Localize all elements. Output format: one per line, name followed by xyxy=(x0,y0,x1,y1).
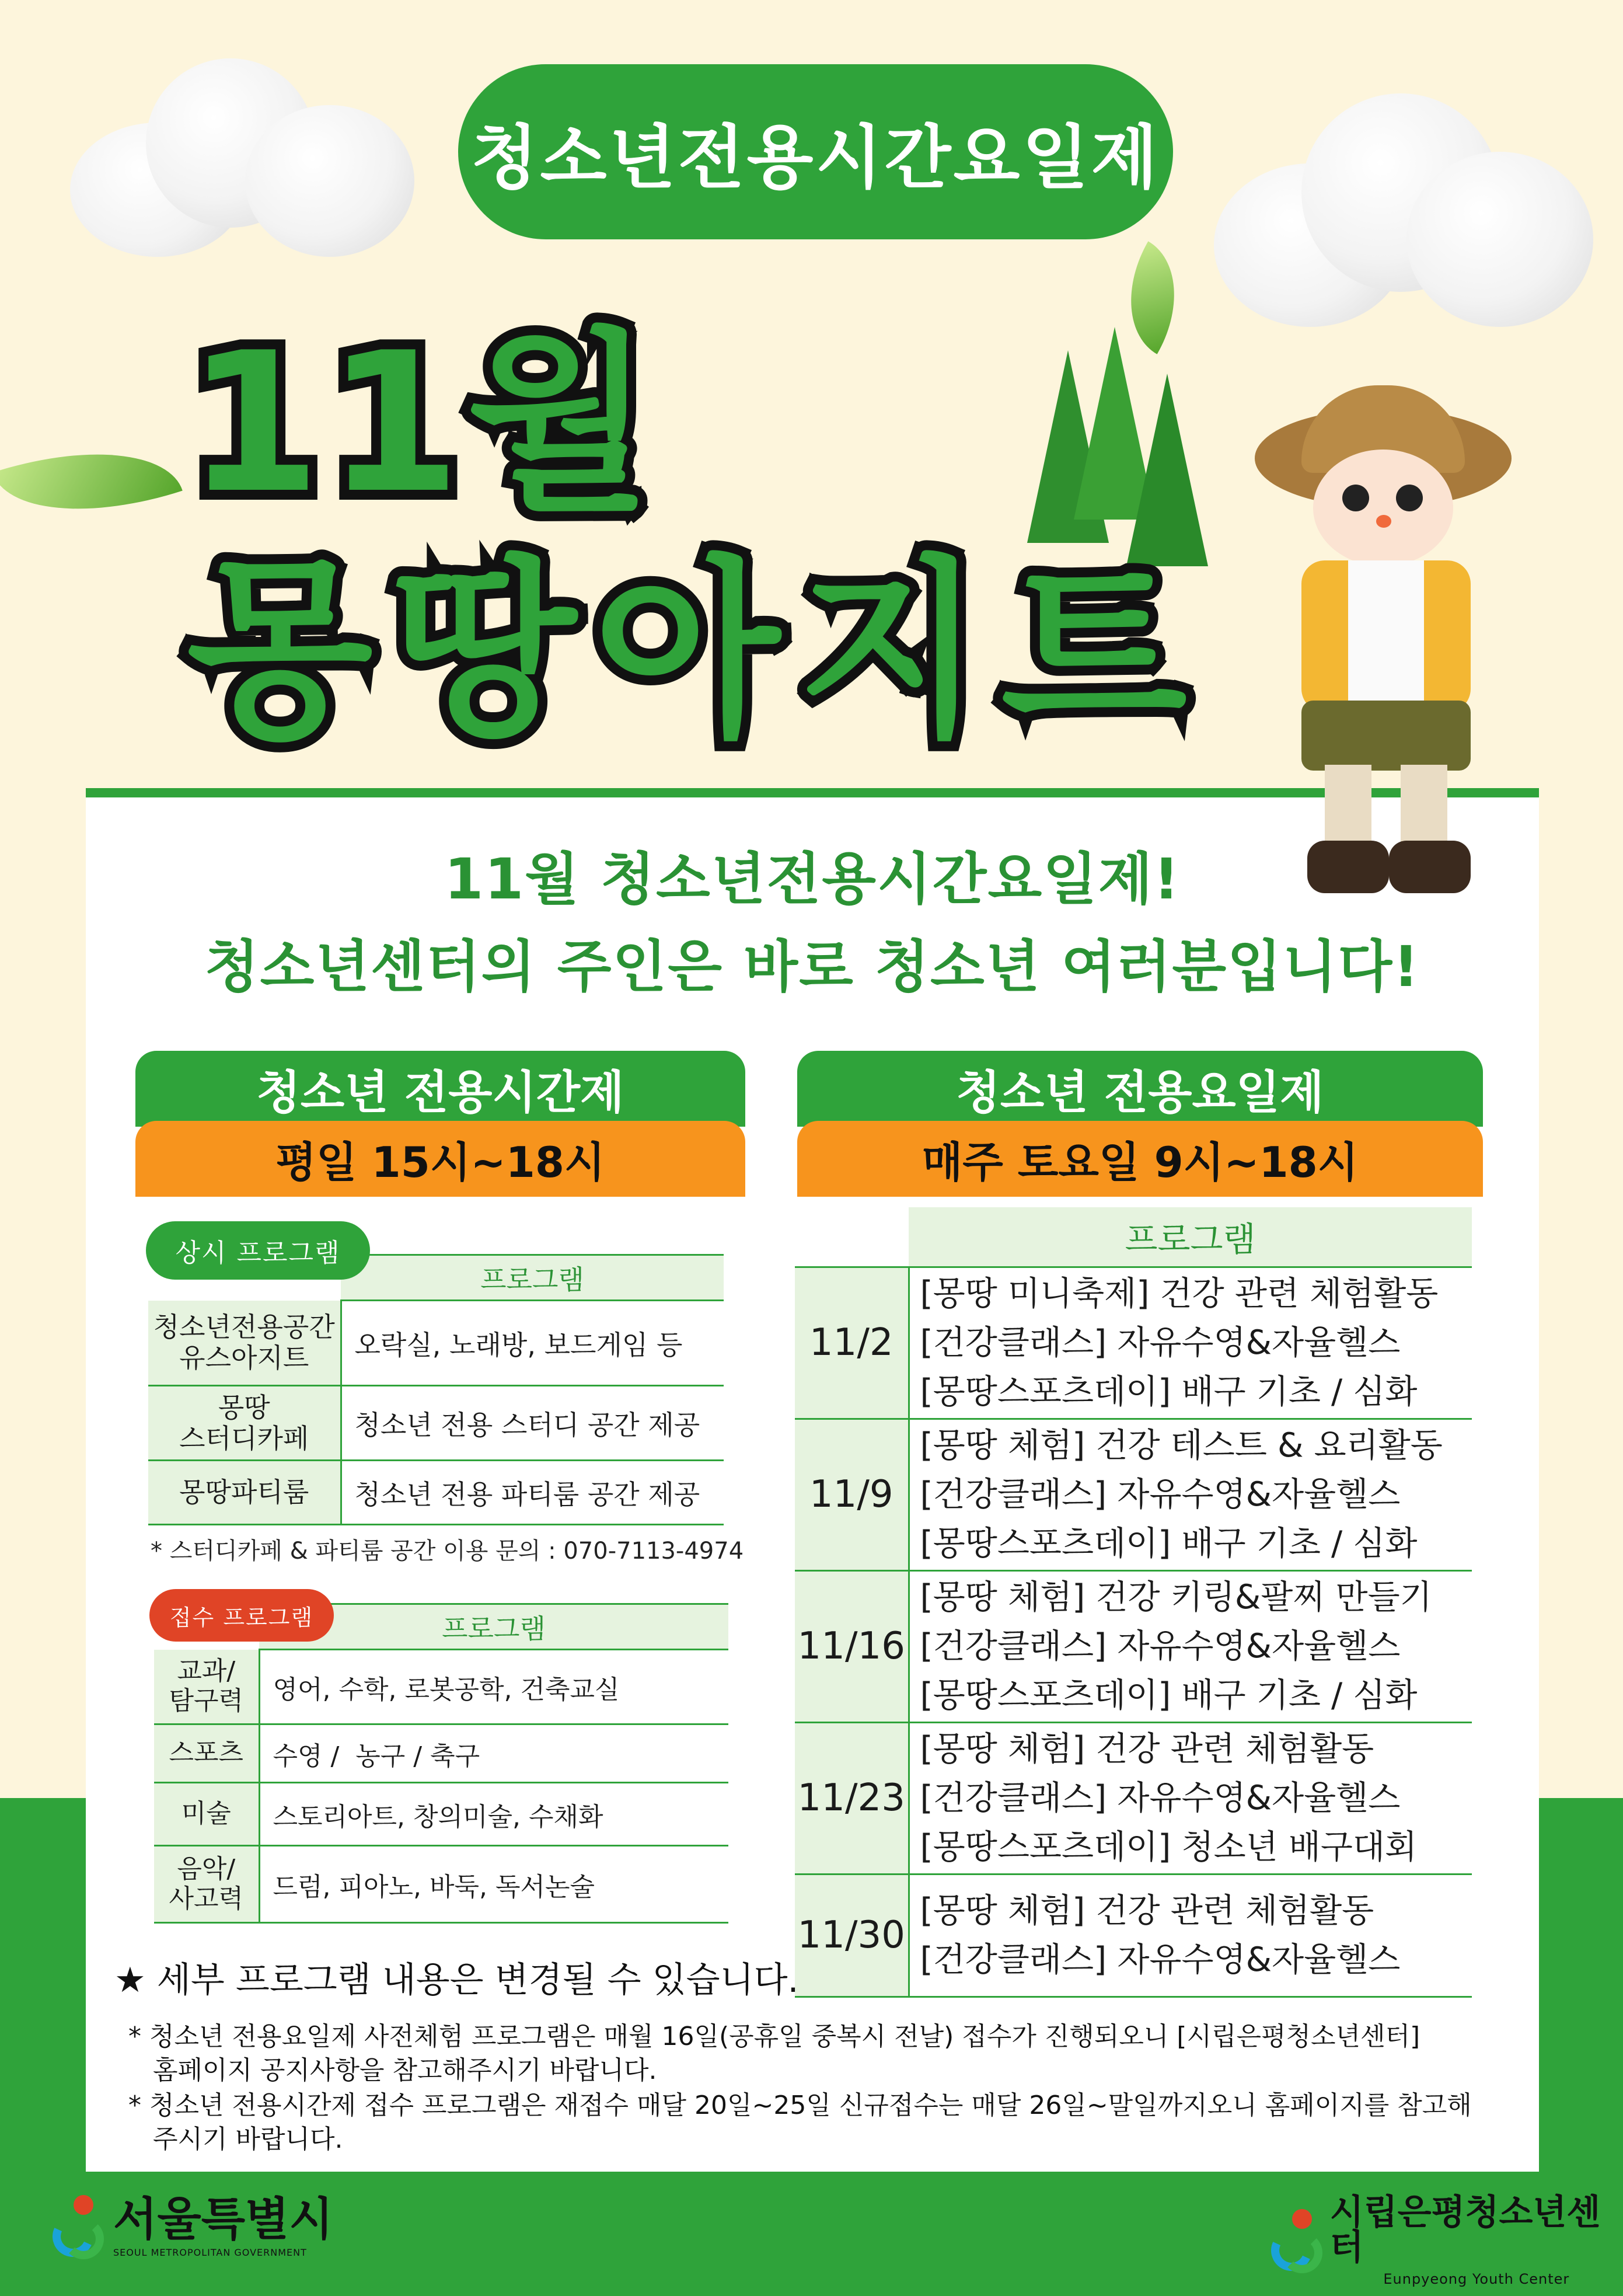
footnote-2: * 청소년 전용시간제 접수 프로그램은 재접수 매달 20일~25일 신규접수는 매달 26일~말일까지오니 홈페이지를 참고해 주시기 바랍니다. xyxy=(128,2091,1472,2154)
schedule-date: 11/23 xyxy=(795,1722,909,1874)
eunpyeong-center-logo xyxy=(1271,2192,1623,2287)
seoul-logo-icon xyxy=(53,2195,105,2259)
table-row xyxy=(154,1783,728,1846)
tree-decoration-3 xyxy=(1126,374,1208,566)
big-title-name: 몽땅아지트 xyxy=(187,539,1205,763)
reception-program-table xyxy=(154,1603,728,1924)
table-row xyxy=(148,1301,724,1386)
schedule-items xyxy=(909,1267,1472,1419)
seoul-city-logo xyxy=(53,2195,333,2259)
table-header-row xyxy=(795,1207,1472,1267)
list-item: [몽땅스포츠데이] 배구 기초 / 심화 xyxy=(920,1372,1418,1411)
right-panel-title: 청소년 전용요일제 xyxy=(797,1051,1483,1127)
headline-line2: 청소년센터의 주인은 바로 청소년 여러분입니다! xyxy=(204,934,1420,999)
table-row xyxy=(795,1267,1472,1419)
table-row xyxy=(154,1846,728,1923)
table-row xyxy=(795,1874,1472,1997)
table-row-category: 스포츠 xyxy=(154,1724,259,1783)
list-item: [건강클래스] 자유수영&자율헬스 xyxy=(920,1940,1401,1979)
table-row xyxy=(148,1386,724,1461)
explorer-mascot-illustration xyxy=(1237,385,1541,911)
table-row xyxy=(795,1570,1472,1722)
seoul-logo-subtitle: SEOUL METROPOLITAN GOVERNMENT xyxy=(113,2246,307,2258)
seoul-logo-name: 서울특별시 xyxy=(113,2193,333,2246)
table-row-description: 오락실, 노래방, 보드게임 등 xyxy=(341,1301,724,1386)
eunpyeong-logo-icon xyxy=(1271,2209,1322,2273)
table-row-category: 청소년전용공간 유스아지트 xyxy=(148,1301,341,1386)
big-title-month: 11월 xyxy=(187,311,659,535)
footnote-1: * 청소년 전용요일제 사전체험 프로그램은 매월 16일(공휴일 중복시 전날) 접수가 진행되오니 [시립은평청소년센터] 홈페이지 공지사항을 참고해주시기 바랍니다. xyxy=(128,2022,1420,2085)
left-panel-title: 청소년 전용시간제 xyxy=(135,1051,745,1127)
table-row xyxy=(154,1724,728,1783)
top-title-text: 청소년전용시간요일제 xyxy=(471,117,1160,198)
table-row-category: 미술 xyxy=(154,1783,259,1846)
list-item: [몽땅 미니축제] 건강 관련 체험활동 xyxy=(920,1274,1439,1313)
list-item: [몽땅스포츠데이] 배구 기초 / 심화 xyxy=(920,1524,1418,1563)
reception-program-badge: 접수 프로그램 xyxy=(149,1589,334,1642)
cloud-right-decoration xyxy=(1214,93,1599,339)
list-item: [몽땅스포츠데이] 청소년 배구대회 xyxy=(920,1828,1418,1866)
leaf-left-decoration xyxy=(0,419,183,545)
table-row-description: 청소년 전용 스터디 공간 제공 xyxy=(341,1386,724,1461)
list-item: [몽땅 체험] 건강 관련 체험활동 xyxy=(920,1891,1374,1930)
eunpyeong-logo-name: 시립은평청소년센터 xyxy=(1329,2192,1601,2268)
list-item: [건강클래스] 자유수영&자율헬스 xyxy=(920,1475,1401,1514)
schedule-date: 11/30 xyxy=(795,1874,909,1997)
schedule-items xyxy=(909,1722,1472,1874)
table-row xyxy=(148,1461,724,1525)
list-item: [몽땅 체험] 건강 관련 체험활동 xyxy=(920,1730,1374,1768)
schedule-date: 11/16 xyxy=(795,1570,909,1722)
list-item: [건강클래스] 자유수영&자율헬스 xyxy=(920,1627,1401,1666)
program-change-notice: ★ 세부 프로그램 내용은 변경될 수 있습니다. xyxy=(114,1960,799,2001)
weekend-schedule-table xyxy=(795,1207,1472,1998)
table-row-description: 스토리아트, 창의미술, 수채화 xyxy=(259,1783,728,1846)
schedule-date: 11/9 xyxy=(795,1419,909,1570)
table-row-category: 음악/ 사고력 xyxy=(154,1846,259,1923)
schedule-date: 11/2 xyxy=(795,1267,909,1419)
table-row xyxy=(795,1419,1472,1570)
list-item: [몽땅 체험] 건강 키링&팔찌 만들기 xyxy=(920,1578,1432,1616)
top-title-pill xyxy=(458,64,1173,239)
regular-program-badge: 상시 프로그램 xyxy=(146,1221,370,1280)
table-row-category: 몽땅파티룸 xyxy=(148,1461,341,1525)
table-row-description: 수영 / 농구 / 축구 xyxy=(259,1724,728,1783)
list-item: [건강클래스] 자유수영&자율헬스 xyxy=(920,1779,1401,1817)
space-inquiry-note: * 스터디카페 & 파티룸 공간 이용 문의 : 070-7113-4974 xyxy=(151,1538,744,1565)
table-row xyxy=(795,1722,1472,1874)
schedule-items xyxy=(909,1874,1472,1997)
schedule-items xyxy=(909,1419,1472,1570)
table-header-program: 프로그램 xyxy=(909,1207,1472,1267)
table-header-program: 프로그램 xyxy=(341,1255,724,1301)
eunpyeong-logo-subtitle: Eunpyeong Youth Center xyxy=(1383,2271,1570,2287)
list-item: [건강클래스] 자유수영&자율헬스 xyxy=(920,1323,1401,1362)
regular-program-table xyxy=(148,1254,724,1525)
table-row xyxy=(154,1650,728,1724)
list-item: [몽땅 체험] 건강 테스트 & 요리활동 xyxy=(920,1426,1443,1465)
table-row-description: 영어, 수학, 로봇공학, 건축교실 xyxy=(259,1650,728,1724)
headline-line1: 11월 청소년전용시간요일제! xyxy=(444,846,1181,912)
list-item: [몽땅스포츠데이] 배구 기초 / 심화 xyxy=(920,1676,1418,1715)
table-row-description: 드럼, 피아노, 바둑, 독서논술 xyxy=(259,1846,728,1923)
left-panel-subtitle: 평일 15시~18시 xyxy=(135,1121,745,1197)
cloud-left-decoration xyxy=(70,53,420,263)
right-panel-subtitle: 매주 토요일 9시~18시 xyxy=(797,1121,1483,1197)
table-header-program: 프로그램 xyxy=(259,1604,728,1650)
table-row-category: 몽땅 스터디카페 xyxy=(148,1386,341,1461)
table-row-category: 교과/ 탐구력 xyxy=(154,1650,259,1724)
schedule-items xyxy=(909,1570,1472,1722)
table-row-description: 청소년 전용 파티룸 공간 제공 xyxy=(341,1461,724,1525)
